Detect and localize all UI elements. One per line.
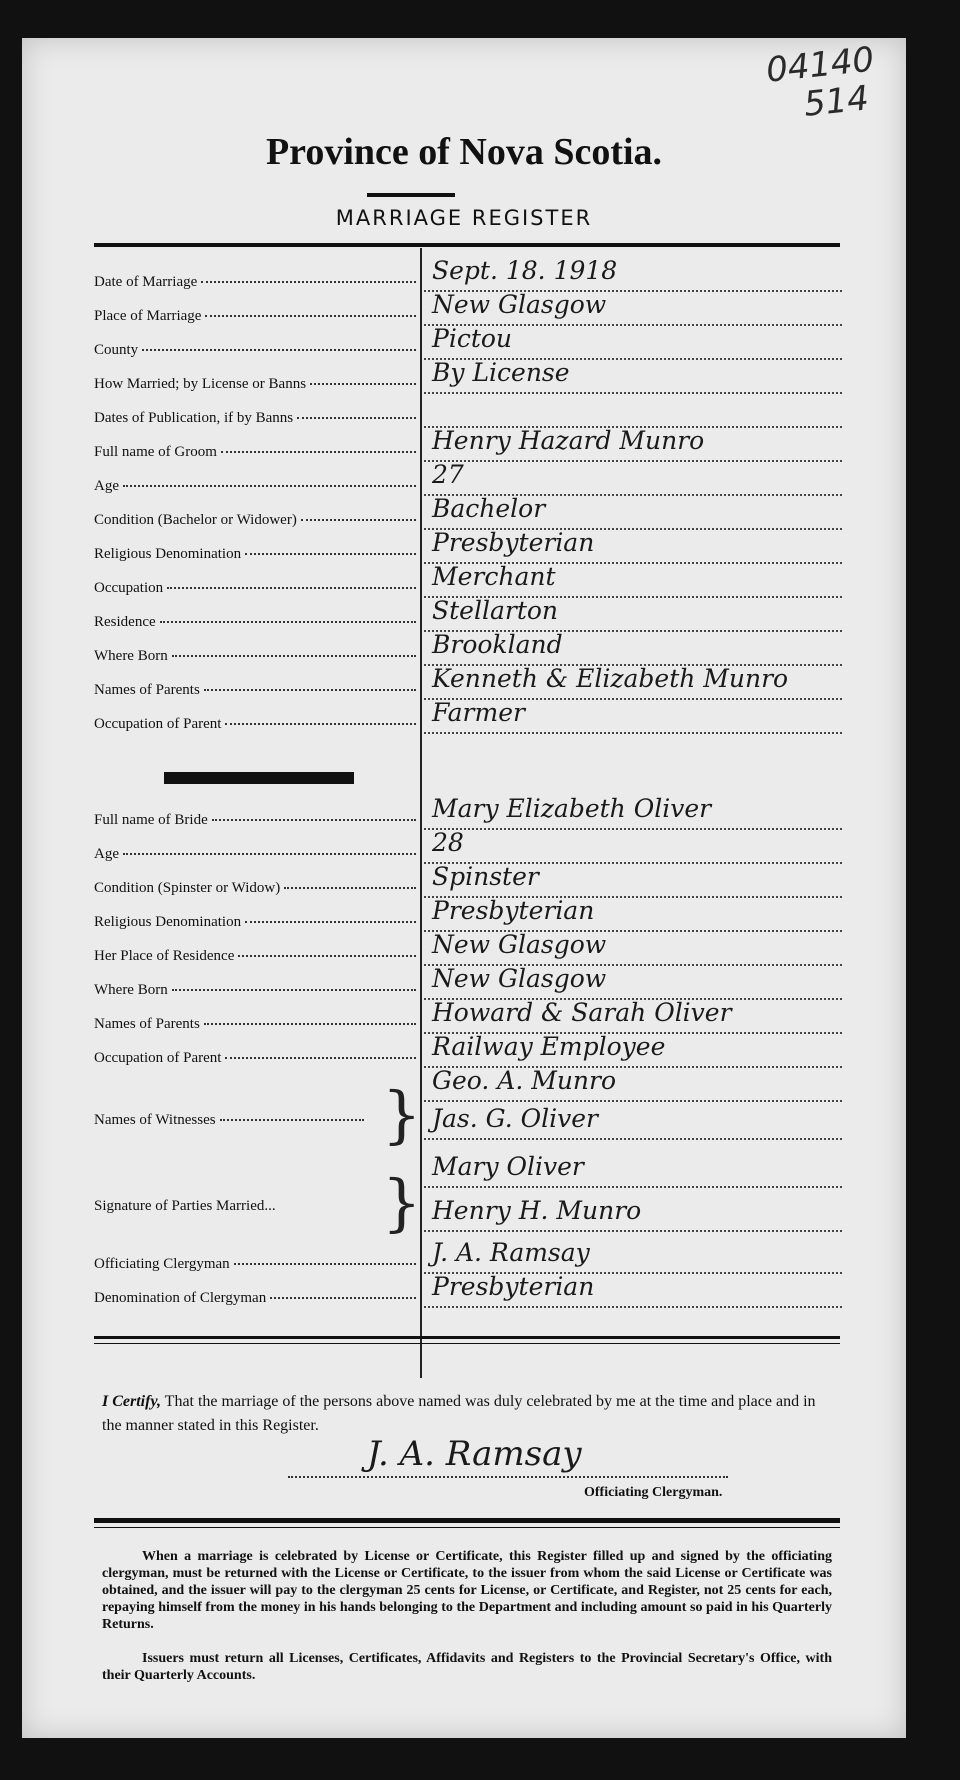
title-rule — [367, 193, 455, 197]
value-groom-parents: Kenneth & Elizabeth Munro — [432, 664, 789, 693]
value-groom-condition: Bachelor — [432, 494, 546, 523]
label-bride-condition: Condition (Spinster or Widow) — [94, 880, 416, 897]
certify-lead: I Certify, — [102, 1393, 161, 1410]
label-date-of-marriage: Date of Marriage — [94, 274, 416, 291]
certification-signature-line — [288, 1476, 728, 1478]
label-officiating-clergyman: Officiating Clergyman — [94, 1256, 416, 1273]
certification-text — [102, 1390, 822, 1438]
label-groom-occupation: Occupation — [94, 580, 416, 597]
label-groom-residence: Residence — [94, 614, 416, 631]
value-county: Pictou — [432, 324, 513, 353]
value-bride-where-born: New Glasgow — [432, 964, 607, 993]
value-groom-age: 27 — [432, 460, 464, 489]
witnesses-brace: } — [382, 1078, 422, 1151]
value-bride-name: Mary Elizabeth Oliver — [432, 794, 712, 823]
certify-rule-top — [94, 1336, 840, 1339]
label-bride-parents: Names of Parents — [94, 1016, 416, 1033]
value-how-married: By License — [432, 358, 570, 387]
value-dots — [424, 732, 842, 734]
label-county: County — [94, 342, 416, 359]
label-groom-name: Full name of Groom — [94, 444, 416, 461]
value-bride-residence: New Glasgow — [432, 930, 607, 959]
label-parties-married: Signature of Parties Married... — [94, 1198, 276, 1214]
label-witnesses: Names of Witnesses — [94, 1112, 364, 1129]
value-bride-parent-occupation: Railway Employee — [432, 1032, 666, 1061]
value-dots — [424, 1306, 842, 1308]
value-dots — [424, 1100, 842, 1102]
label-groom-parents: Names of Parents — [94, 682, 416, 699]
value-groom-where-born: Brookland — [432, 630, 563, 659]
label-groom-condition: Condition (Bachelor or Widower) — [94, 512, 416, 529]
value-officiating-clergyman: J. A. Ramsay — [432, 1238, 590, 1267]
value-bride-parents: Howard & Sarah Oliver — [432, 998, 732, 1027]
value-bride-age: 28 — [432, 828, 464, 857]
label-bride-where-born: Where Born — [94, 982, 416, 999]
value-date-of-marriage: Sept. 18. 1918 — [432, 256, 618, 285]
label-groom-religion: Religious Denomination — [94, 546, 416, 563]
value-witness-2: Jas. G. Oliver — [432, 1104, 598, 1133]
label-dates-of-publication: Dates of Publication, if by Banns — [94, 410, 416, 427]
register-paper — [22, 38, 906, 1738]
label-groom-age: Age — [94, 478, 416, 495]
value-clergy-denomination: Presbyterian — [432, 1272, 595, 1301]
label-bride-name: Full name of Bride — [94, 812, 416, 829]
page-title: Province of Nova Scotia. — [265, 131, 663, 173]
value-party-bride: Mary Oliver — [432, 1152, 584, 1181]
value-bride-religion: Presbyterian — [432, 896, 595, 925]
label-bride-age: Age — [94, 846, 416, 863]
value-groom-name: Henry Hazard Munro — [432, 426, 705, 455]
notice-rule-top — [94, 1518, 840, 1523]
section-divider-bar — [164, 772, 354, 784]
label-bride-religion: Religious Denomination — [94, 914, 416, 931]
notice-rule-thin — [94, 1527, 840, 1528]
value-witness-1: Geo. A. Munro — [432, 1066, 617, 1095]
certify-rule-thin — [94, 1343, 840, 1344]
label-groom-where-born: Where Born — [94, 648, 416, 665]
certification-caption: Officiating Clergyman. — [584, 1485, 723, 1500]
page-subtitle: MARRIAGE REGISTER — [335, 206, 593, 230]
value-party-groom: Henry H. Munro — [432, 1196, 642, 1225]
value-place-of-marriage: New Glasgow — [432, 290, 607, 319]
corner-annotation-line2: 514 — [801, 78, 871, 125]
value-dots — [424, 392, 842, 394]
label-groom-parent-occupation: Occupation of Parent — [94, 716, 416, 733]
value-dots — [424, 1230, 842, 1232]
label-place-of-marriage: Place of Marriage — [94, 308, 416, 325]
value-groom-occupation: Merchant — [432, 562, 556, 591]
certification-signature: J. A. Ramsay — [367, 1434, 582, 1474]
label-clergy-denomination: Denomination of Clergyman — [94, 1290, 416, 1307]
corner-annotation-line1: 04140 — [764, 39, 876, 91]
value-dots — [424, 1186, 842, 1188]
label-bride-residence: Her Place of Residence — [94, 948, 416, 965]
value-dots — [424, 1138, 842, 1140]
certify-body: That the marriage of the persons above named was duly celebrated by me at the time and place and in the manner stated in this Register. — [102, 1393, 816, 1434]
notice-paragraph-2: Issuers must return all Licenses, Certificates, Affidavits and Registers to the Provincial Secretary's Office, with their Quarterly Accounts. — [102, 1651, 832, 1683]
label-bride-parent-occupation: Occupation of Parent — [94, 1050, 416, 1067]
value-groom-parent-occupation: Farmer — [432, 698, 525, 727]
header-rule — [94, 243, 840, 247]
notice-paragraph-1: When a marriage is celebrated by License or Certificate, this Register filled up and signed by the officiating clergyman, must be returned with the License or Certificate, to the issuer from whom the said License or Certificate was obtained, and the issuer will pay to the clergyman 25 cents for License, or Certificate, and Register, not 25 cents for each, repaying himself from the money in his hands belonging to the Department and including amount so paid in his Quarterly Returns. — [102, 1549, 832, 1632]
value-groom-residence: Stellarton — [432, 596, 559, 625]
corner-annotation — [764, 41, 880, 128]
label-how-married: How Married; by License or Banns — [94, 376, 416, 393]
value-groom-religion: Presbyterian — [432, 528, 595, 557]
value-bride-condition: Spinster — [432, 862, 539, 891]
parties-brace: } — [382, 1166, 422, 1239]
